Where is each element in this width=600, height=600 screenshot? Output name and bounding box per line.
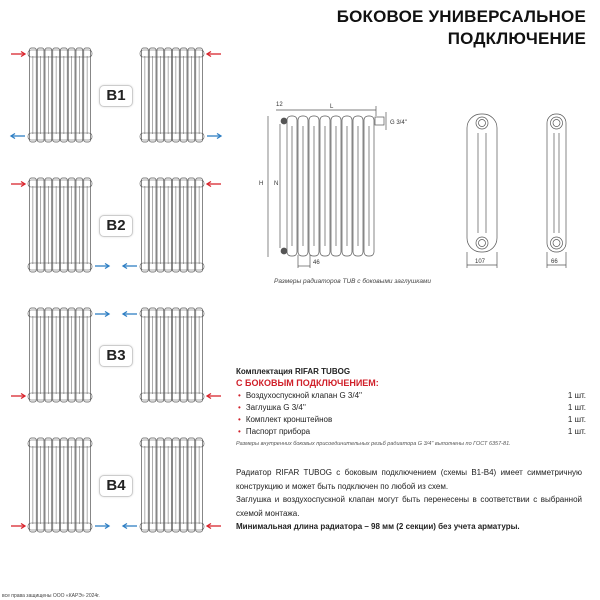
dim-offset: 12 — [276, 102, 283, 108]
copyright: все права защищены ООО «КАРЭ» 2024г. — [2, 593, 100, 599]
side-view-66 — [547, 114, 566, 252]
kit-item — [236, 403, 586, 412]
dim-axis: N — [274, 181, 279, 187]
kit-item — [236, 427, 586, 436]
scheme-label: B4 — [99, 475, 133, 497]
radiator-left — [28, 438, 92, 532]
kit-item — [236, 391, 586, 400]
dim-thread: G 3/4'' — [390, 120, 407, 126]
side-view-107 — [467, 114, 497, 252]
kit-item-name: Комплект кронштейнов — [245, 415, 333, 424]
bullet-icon: • — [238, 415, 241, 424]
plug-fitting — [375, 117, 384, 125]
kit-subheading: С БОКОВЫМ ПОДКЛЮЧЕНИЕМ: — [236, 378, 379, 388]
supply-arrow-icon — [207, 394, 221, 399]
supply-arrow-icon — [207, 524, 221, 529]
kit-item-name: Заглушка G 3/4'' — [245, 403, 306, 412]
dim-depth-107: 107 — [475, 259, 486, 265]
scheme-label: B2 — [99, 215, 133, 237]
dim-pitch: 46 — [313, 260, 320, 266]
drawing-caption: Размеры радиаторов TUB с боковыми заглушками — [274, 278, 432, 285]
supply-arrow-icon — [11, 524, 25, 529]
return-arrow-icon — [95, 312, 109, 317]
bullet-icon: • — [238, 391, 241, 400]
radiator-front-view — [281, 116, 374, 256]
radiator-right — [140, 308, 204, 402]
kit-item-qty: 1 шт. — [567, 391, 586, 400]
radiator-right — [140, 438, 204, 532]
description-p3: Минимальная длина радиатора – 98 мм (2 секции) без учета арматуры. — [236, 522, 520, 531]
kit-item-qty: 1 шт. — [567, 427, 586, 436]
title-line-1: БОКОВОЕ УНИВЕРСАЛЬНОЕ — [336, 7, 586, 26]
kit-note: Размеры внутренних боковых присоединительных резьб радиатора G 3/4'' выполнены по ГОСТ 6357-81. — [236, 441, 511, 447]
bullet-icon: • — [238, 403, 241, 412]
description-p1: Радиатор RIFAR TUBOG с боковым подключением (схемы B1-B4) имеет симметричную конструкцию и может быть подключен по любой из схем. — [236, 468, 582, 491]
dim-length: L — [330, 104, 334, 110]
return-arrow-icon — [123, 312, 137, 317]
description-p2: Заглушка и воздухоспускной клапан могут быть перенесены в соответствии с выбранной схемой монтажа. — [236, 495, 582, 518]
scheme-label: B3 — [99, 345, 133, 367]
return-arrow-icon — [95, 524, 109, 529]
kit-section — [236, 367, 586, 447]
dim-depth-66: 66 — [551, 259, 558, 265]
kit-item-name: Паспорт прибора — [245, 427, 311, 436]
scheme-label: B1 — [99, 85, 133, 107]
kit-item-qty: 1 шт. — [567, 415, 586, 424]
supply-arrow-icon — [11, 394, 25, 399]
bullet-icon: • — [238, 427, 241, 436]
kit-item-name: Воздухоспускной клапан G 3/4'' — [245, 391, 363, 400]
kit-heading: Комплектация RIFAR TUBOG — [236, 367, 351, 376]
title-line-2: ПОДКЛЮЧЕНИЕ — [447, 29, 586, 48]
return-arrow-icon — [123, 524, 137, 529]
dim-height: H — [259, 181, 264, 187]
kit-item — [236, 415, 586, 424]
radiator-left — [28, 308, 92, 402]
description — [236, 466, 582, 534]
kit-item-qty: 1 шт. — [567, 403, 586, 412]
